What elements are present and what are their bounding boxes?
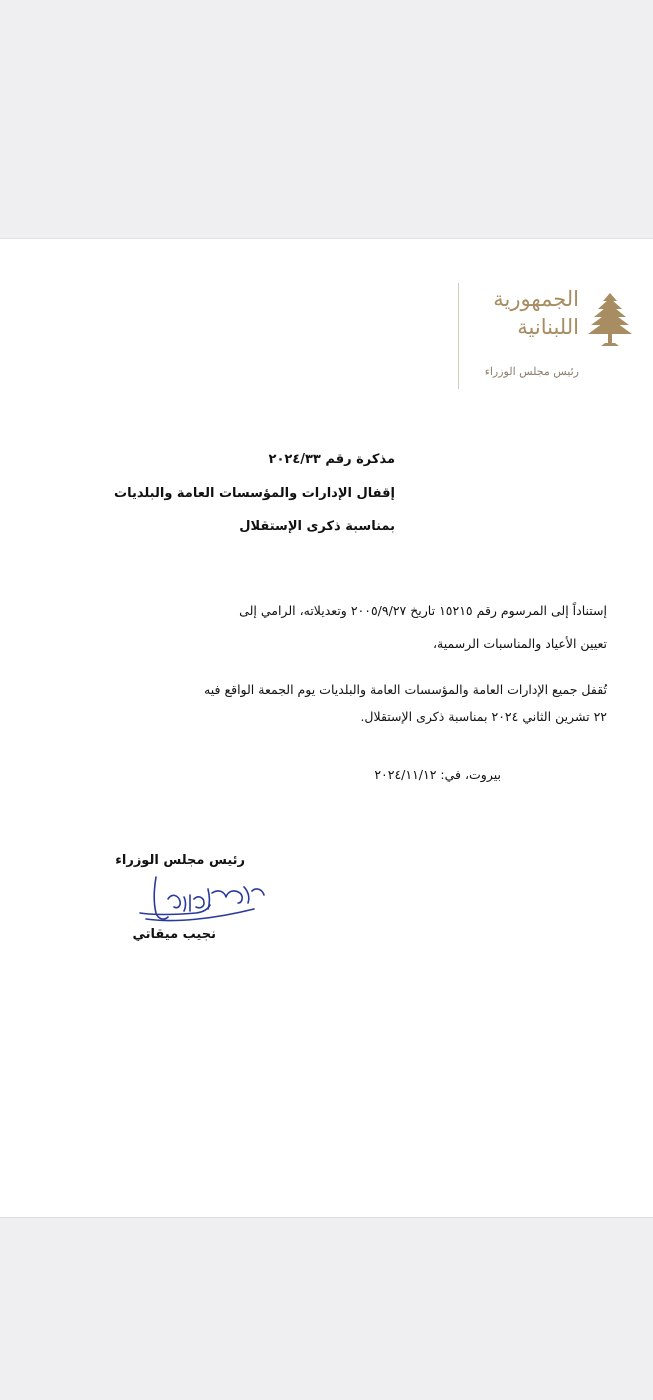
memo-subject-line2: بمناسبة ذكرى الإستقلال [239, 519, 395, 534]
letterhead-lebanese: اللبنانية [517, 315, 579, 339]
memo-number: مذكرة رقم ٢٠٢٤/٣٣ [268, 452, 395, 467]
letterhead-republic: الجمهورية [493, 287, 579, 311]
place-date: بيروت، في: ٢٠٢٤/١١/١٢ [374, 767, 501, 782]
cedar-icon [587, 291, 633, 353]
paragraph-2-line-2: ٢٢ تشرين الثاني ٢٠٢٤ بمناسبة ذكرى الإستقلال. [360, 709, 607, 724]
memo-subject-line1: إقفال الإدارات والمؤسسات العامة والبلديات [114, 486, 395, 501]
letterhead-office: رئيس مجلس الوزراء [484, 365, 579, 378]
letterhead [458, 283, 633, 391]
document-page [0, 238, 653, 1218]
paragraph-1-line-2: تعيين الأعياد والمناسبات الرسمية، [432, 636, 607, 651]
paragraph-2-line-1: تُقفل جميع الإدارات العامة والمؤسسات العامة والبلديات يوم الجمعة الواقع فيه [204, 682, 607, 697]
letterhead-divider [458, 283, 459, 389]
handwritten-signature [134, 869, 274, 929]
signatory-name: نجيب ميقاتي [132, 927, 216, 942]
paragraph-1-line-1: إستناداً إلى المرسوم رقم ١٥٢١٥ تاريخ ٢٠٠٥/٩/٢٧ وتعديلاته، الرامي إلى [239, 603, 607, 618]
signatory-title: رئيس مجلس الوزراء [115, 853, 245, 868]
